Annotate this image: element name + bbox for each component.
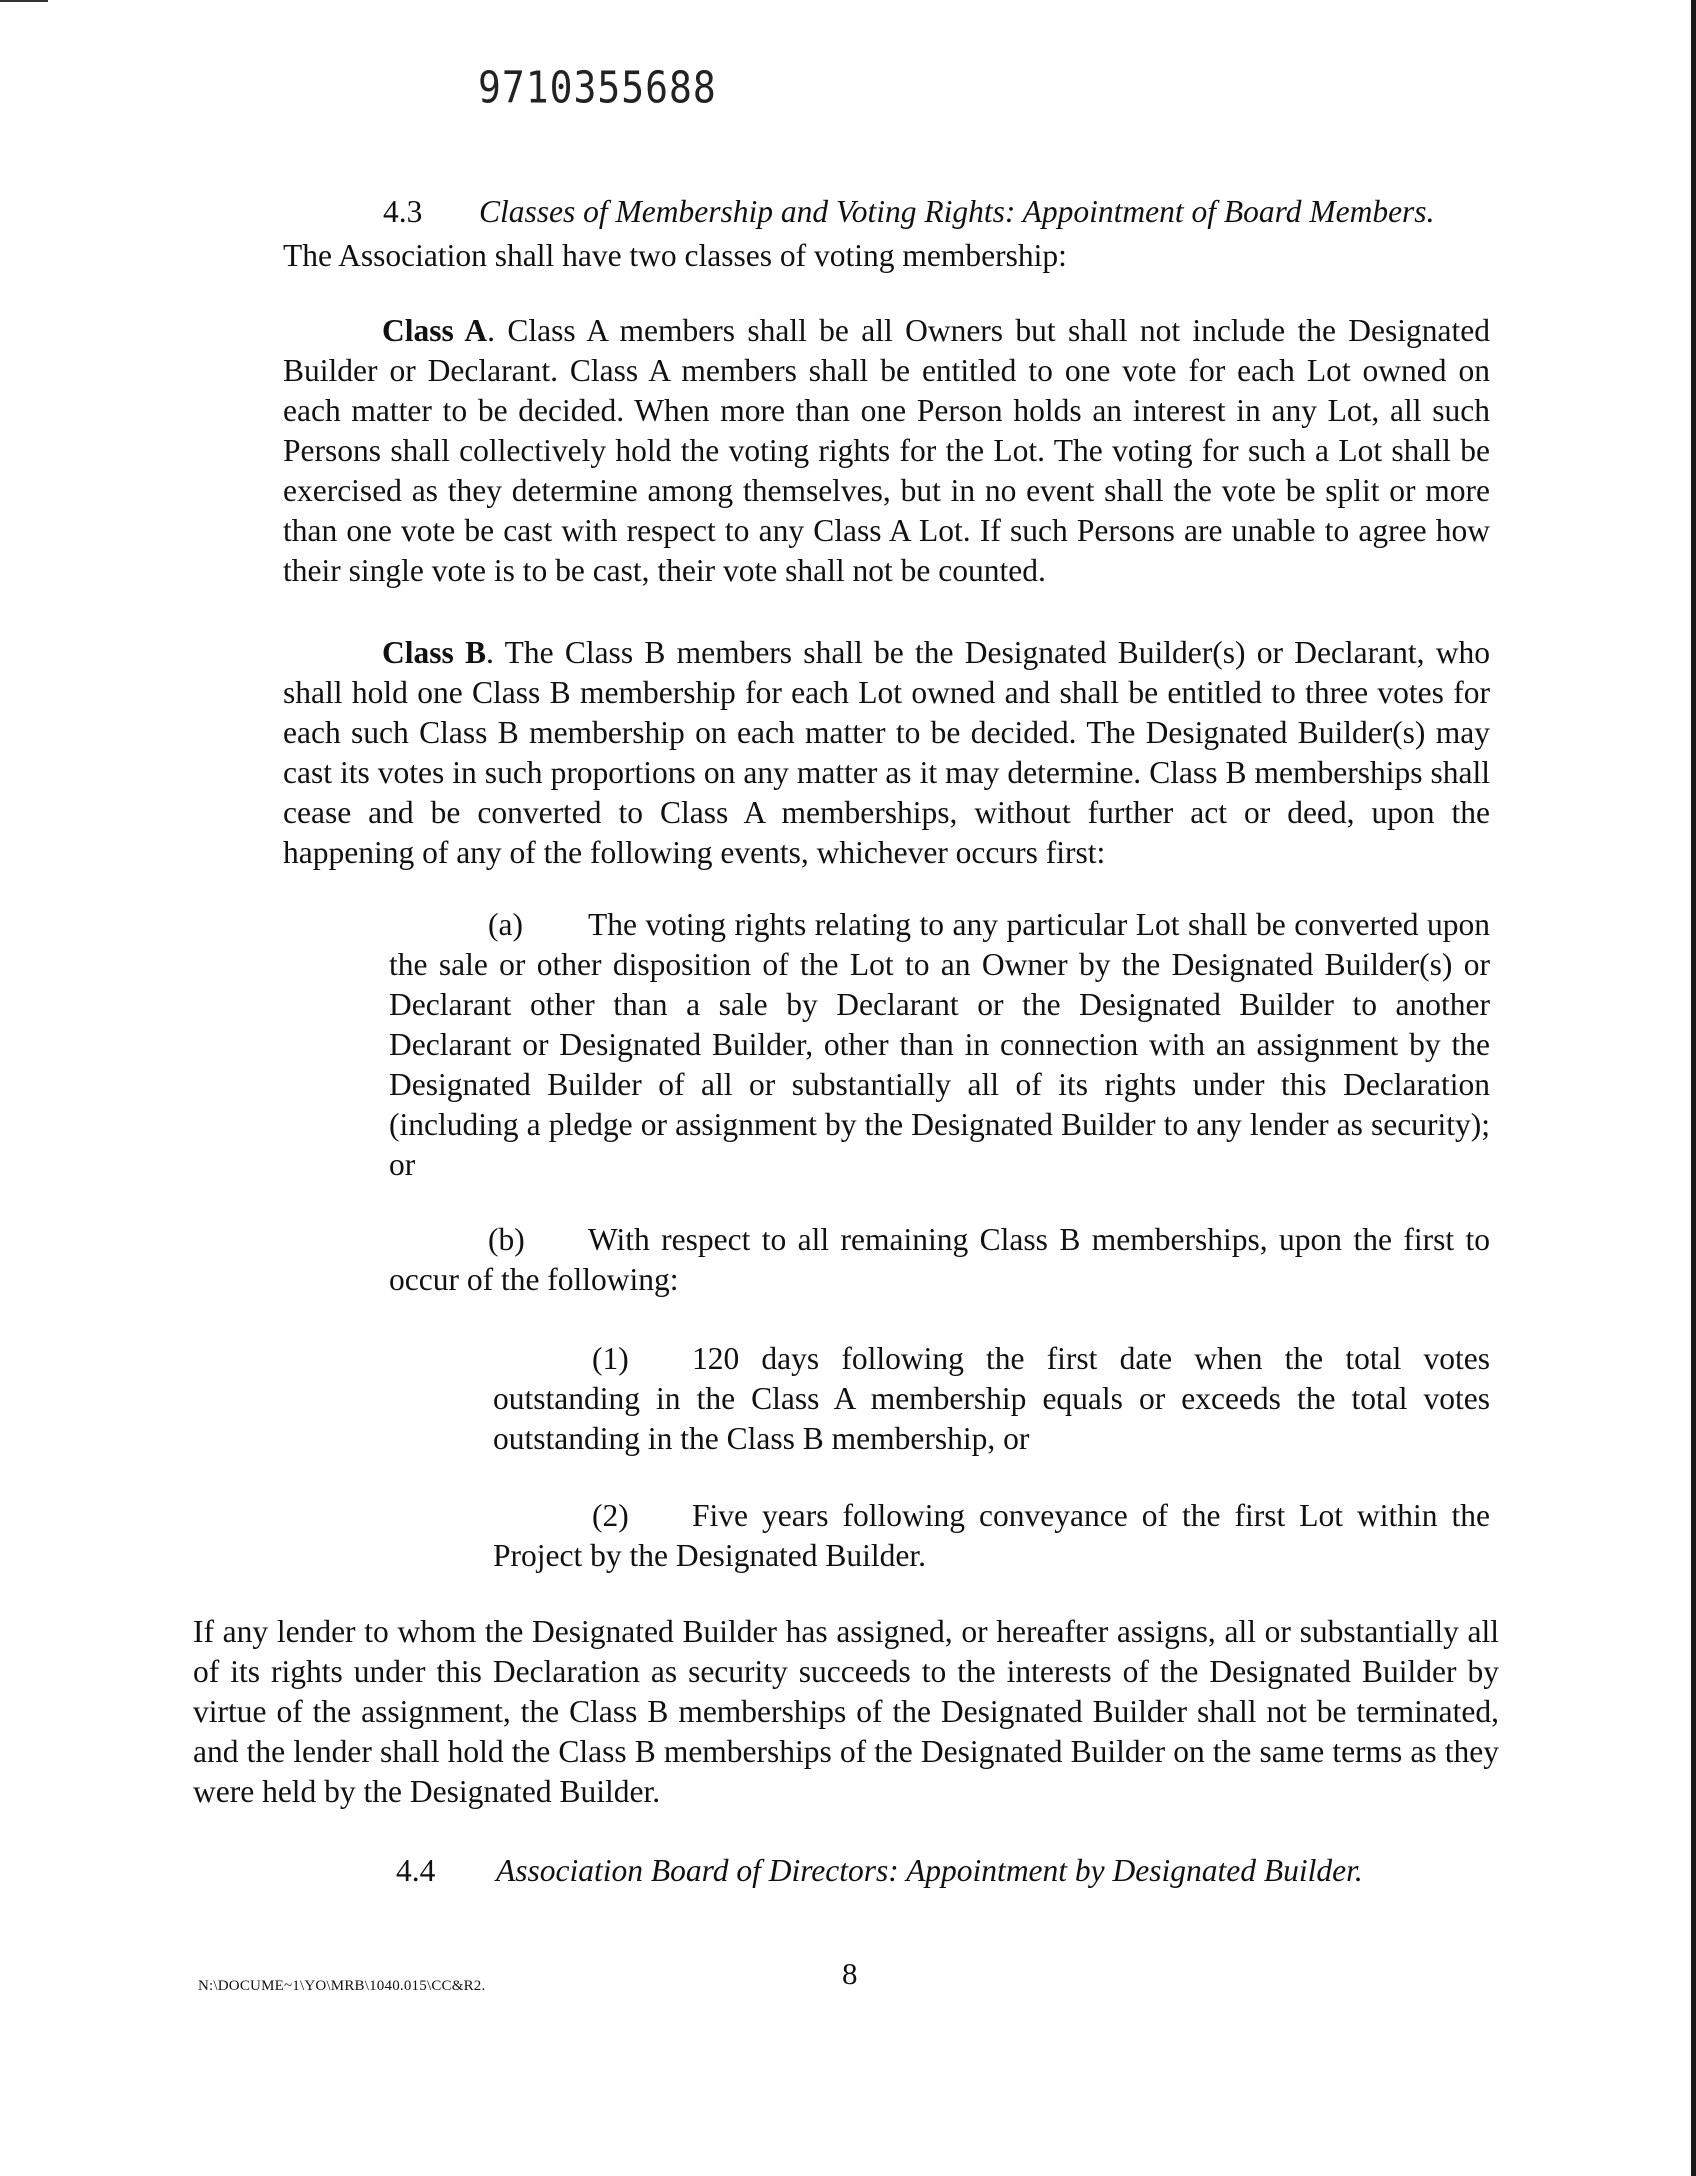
class-a-text: . Class A members shall be all Owners but shall not include the Designated Builder or Declarant. Class A members shall be entitled to one vote for each Lot owned on each matter to be decided. When more than one Person holds an interest in any Lot, all such Persons shall collectively hold the voting rights for the Lot. The voting for such a Lot shall be exercised as they determine among themselves, but in no event shall the vote be split or more than one vote be cast with respect to any Class A Lot. If such Persons are unable to agree how their single vote is to be cast, their vote shall not be counted.: [283, 313, 1490, 588]
item-b2-paragraph: [493, 1496, 1490, 1576]
section-4-3-intro: The Association shall have two classes of voting membership:: [283, 238, 1067, 273]
item-b1-paragraph: [493, 1339, 1490, 1459]
item-b-label: (b): [488, 1222, 525, 1257]
class-b-text: . The Class B members shall be the Designated Builder(s) or Declarant, who shall hold one Class B membership for each Lot owned and shall be entitled to three votes for each such Class B membership on each matter to be decided. The Designated Builder(s) may cast its votes in such proportions on any matter as it may determine. Class B memberships shall cease and be converted to Class A memberships, without further act or deed, upon the happening of any of the following events, whichever occurs first:: [283, 635, 1490, 870]
class-b-lead: Class B: [382, 635, 487, 670]
section-4-3-heading: [383, 192, 1434, 232]
item-b-paragraph: [389, 1220, 1490, 1300]
item-b1-label: (1): [592, 1341, 629, 1376]
scan-edge-border: [1691, 0, 1696, 2176]
class-a-lead: Class A: [382, 313, 488, 348]
page-number: 8: [842, 1956, 858, 1991]
section-4-3-title: Classes of Membership and Voting Rights: Appointment of Board Members.: [479, 194, 1435, 229]
item-b1-text: 120 days following the first date when the total votes outstanding in the Class A membership equals or exceeds the total votes outstanding in the Class B membership, or: [493, 1341, 1490, 1456]
item-a-text: The voting rights relating to any particular Lot shall be converted upon the sale or other disposition of the Lot to an Owner by the Designated Builder(s) or Declarant other than a sale by Declarant or the Designated Builder to another Declarant or Designated Builder, other than in connection with an assignment by the Designated Builder of all or substantially all of its rights under this Declaration (including a pledge or assignment by the Designated Builder to any lender as security); or: [389, 907, 1490, 1182]
section-4-4-heading: [396, 1851, 1363, 1891]
item-a-paragraph: [389, 905, 1490, 1185]
item-b-text: With respect to all remaining Class B memberships, upon the first to occur of the following:: [389, 1222, 1490, 1297]
item-b2-label: (2): [592, 1498, 629, 1533]
section-4-4-title: Association Board of Directors: Appointment by Designated Builder.: [496, 1853, 1363, 1888]
section-4-4-number: 4.4: [396, 1853, 436, 1888]
section-4-3-number: 4.3: [383, 194, 423, 229]
item-a-label: (a): [488, 907, 523, 942]
footer-file-path: N:\DOCUME~1\YO\MRB\1040.015\CC&R2.: [198, 1978, 486, 1994]
lender-paragraph: If any lender to whom the Designated Builder has assigned, or hereafter assigns, all or substantially all of its rights under this Declaration as security succeeds to the interests of the Designated Builder by virtue of the assignment, the Class B memberships of the Designated Builder shall not be terminated, and the lender shall hold the Class B memberships of the Designated Builder on the same terms as they were held by the Designated Builder.: [193, 1614, 1499, 1809]
class-b-paragraph: [283, 633, 1490, 873]
class-a-paragraph: [283, 311, 1490, 591]
item-b2-text: Five years following conveyance of the first Lot within the Project by the Designated Builder.: [493, 1498, 1490, 1573]
recording-stamp-number: 9710355688: [478, 62, 717, 113]
scan-artifact-mark: [0, 0, 48, 2]
